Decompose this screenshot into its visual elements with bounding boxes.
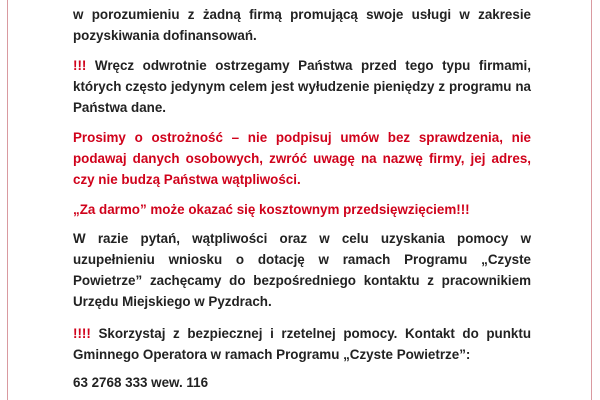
paragraph-safe-help <box>73 323 531 365</box>
phone-text: 63 2768 333 wew. 116 <box>73 375 209 390</box>
page-border-right <box>591 0 592 400</box>
contact-phone-number <box>73 372 531 393</box>
paragraph-text: Prosimy o ostrożność – nie podpisuj umów bez sprawdzenia, nie podawaj danych osobowych, zwróć uwagę na nazwę firmy, jej adres, czy nie budzą Państwa wątpliwości. <box>73 130 531 187</box>
paragraph-text: w porozumieniu z żadną firmą promującą swoje usługi w zakresie pozyskiwania dofinansowań. <box>73 7 531 43</box>
page-border-left <box>7 0 8 400</box>
exclamation-prefix: !!!! <box>73 326 91 341</box>
paragraph-text: Wręcz odwrotnie ostrzegamy Państwa przed tego typu firmami, których często jedynym celem jest wyłudzenie pieniędzy z programu na Państwa dane. <box>73 58 531 115</box>
exclamation-prefix: !!! <box>73 58 87 73</box>
paragraph-contact-office <box>73 228 531 312</box>
paragraph-caution-advice <box>73 127 531 190</box>
paragraph-no-partner-firms <box>73 4 531 46</box>
paragraph-text: W razie pytań, wątpliwości oraz w celu uzyskania pomocy w uzupełnieniu wniosku o dotację w ramach Programu „Czyste Powietrze” zachęcamy do bezpośredniego kontaktu z pracownikiem Urzędu Miejskiego w Pyzdrach. <box>73 231 531 309</box>
paragraph-text: „Za darmo” może okazać się kosztownym przedsięwzięciem!!! <box>73 202 470 217</box>
paragraph-text: Skorzystaj z bezpiecznej i rzetelnej pomocy. Kontakt do punktu Gminnego Operatora w ramach Programu „Czyste Powietrze”: <box>73 326 531 362</box>
paragraph-free-costly <box>73 199 531 220</box>
paragraph-warning-firms <box>73 55 531 118</box>
